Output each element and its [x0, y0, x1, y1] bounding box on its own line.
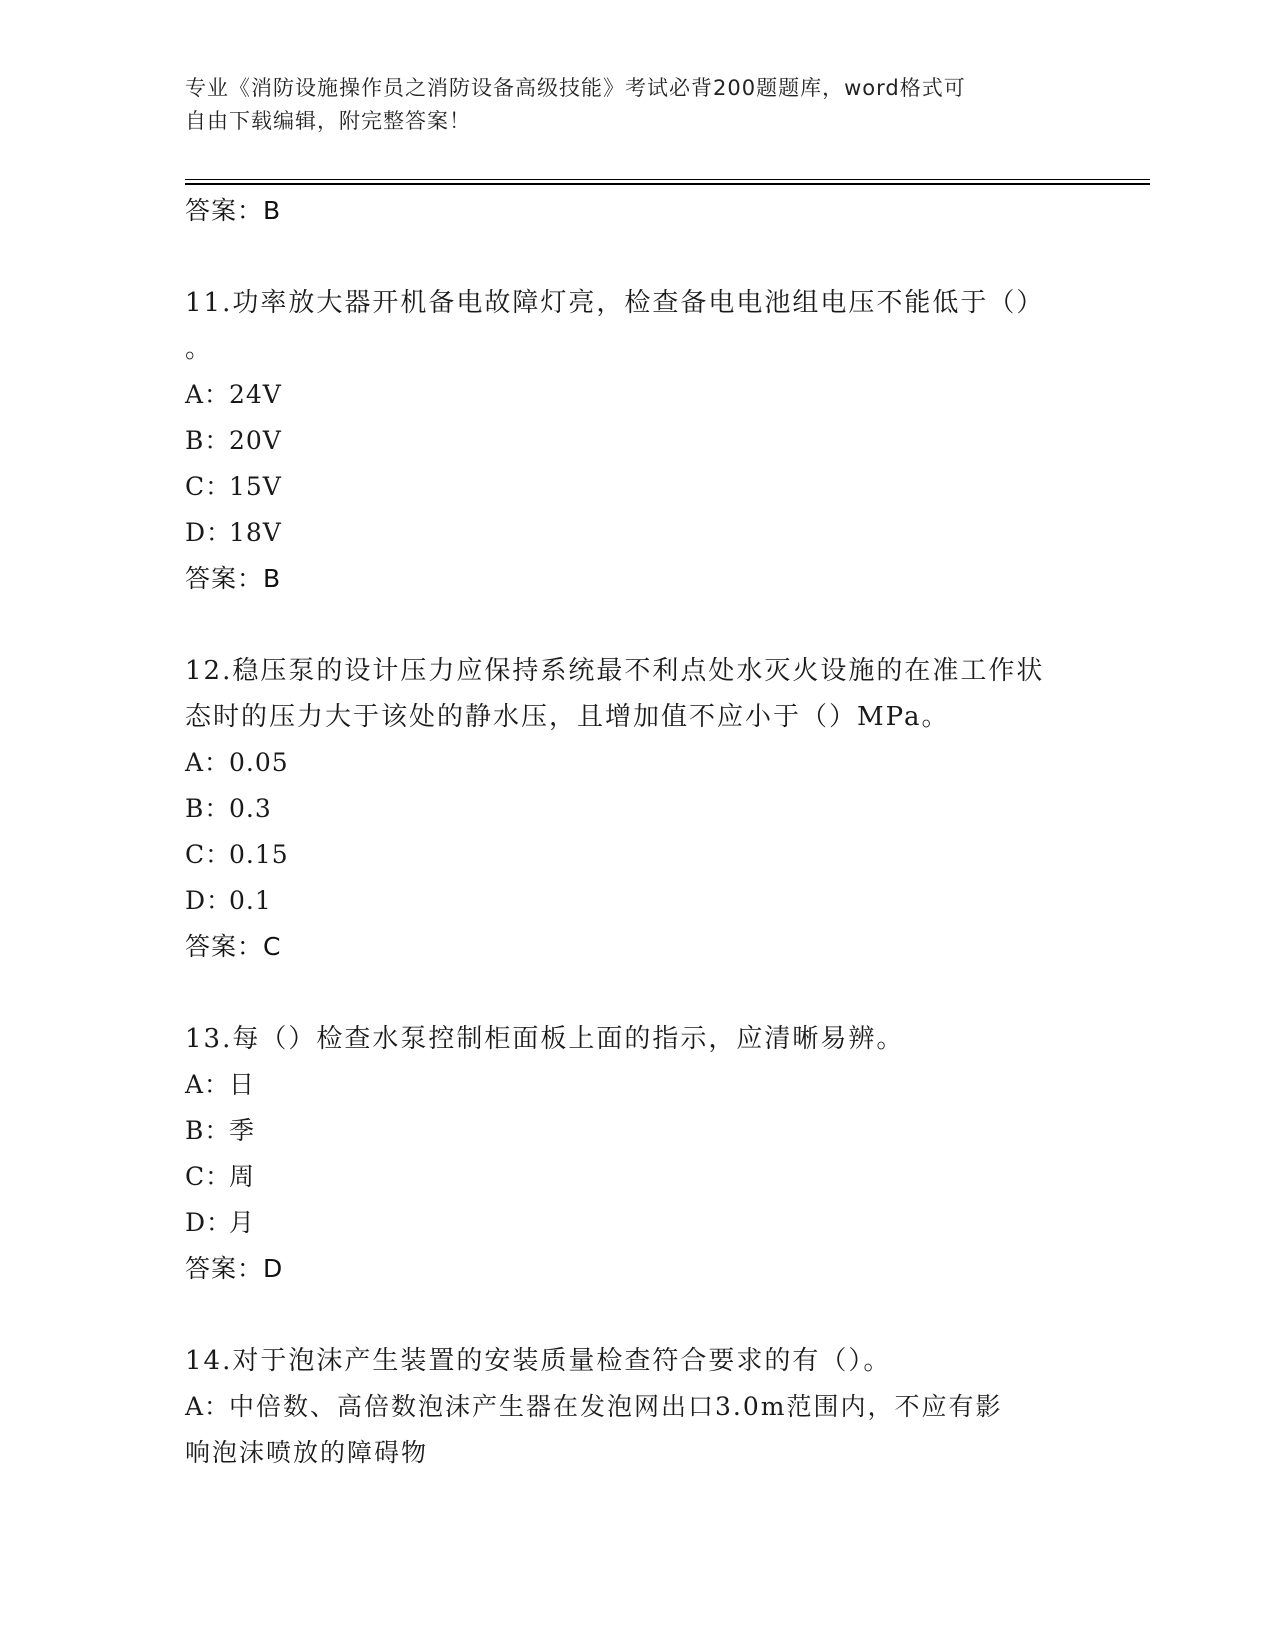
option-b	[185, 786, 1085, 832]
option-d	[185, 510, 1085, 556]
option-text: 日	[229, 1070, 256, 1099]
header-divider-thin	[185, 179, 1150, 180]
option-letter: A：	[185, 1070, 231, 1099]
question-text	[185, 1338, 1085, 1384]
option-letter: C：	[185, 472, 232, 501]
option-a	[185, 1384, 1085, 1476]
option-b	[185, 418, 1085, 464]
question-item	[185, 280, 1085, 602]
header-divider-thick	[185, 183, 1150, 185]
option-letter: B：	[185, 1116, 231, 1145]
question-item	[185, 1338, 1085, 1476]
option-c	[185, 1154, 1085, 1200]
option-letter: C：	[185, 840, 232, 869]
question-item	[185, 1016, 1085, 1292]
question-line: 14.对于泡沫产生装置的安装质量检查符合要求的有（）。	[185, 1346, 892, 1376]
question-text	[185, 1016, 1085, 1062]
question-text	[185, 280, 1085, 372]
option-a	[185, 1062, 1085, 1108]
option-text: 季	[229, 1116, 256, 1145]
option-a	[185, 740, 1085, 786]
question-line: 态时的压力大于该处的静水压，且增加值不应小于（）MPa。	[185, 702, 950, 732]
question-item	[185, 648, 1085, 970]
question-line: 12.稳压泵的设计压力应保持系统最不利点处水灭火设施的在准工作状	[185, 656, 1045, 686]
option-text: 0.1	[229, 886, 272, 915]
option-c	[185, 832, 1085, 878]
option-letter: D：	[185, 886, 233, 915]
question-text	[185, 648, 1085, 740]
header-line-2: 自由下载编辑，附完整答案！	[185, 109, 471, 133]
question-line: 。	[185, 334, 214, 364]
answer-label: 答案：C	[185, 932, 282, 961]
answer-label: 答案：B	[185, 564, 282, 593]
option-b	[185, 1108, 1085, 1154]
question-line: 13.每（）检查水泵控制柜面板上面的指示，应清晰易辨。	[185, 1024, 905, 1054]
option-letter: B：	[185, 426, 231, 455]
answer-label: 答案：B	[185, 196, 282, 225]
option-text-continued: 响泡沫喷放的障碍物	[185, 1438, 429, 1467]
option-text: 0.3	[229, 794, 272, 823]
question-line: 11.功率放大器开机备电故障灯亮，检查备电电池组电压不能低于（）	[185, 288, 1045, 318]
option-text: 0.05	[229, 748, 289, 777]
option-letter: C：	[185, 1162, 232, 1191]
option-letter: B：	[185, 794, 231, 823]
option-letter: D：	[185, 1208, 233, 1237]
option-text: 20V	[229, 426, 282, 455]
document-header	[185, 72, 1065, 138]
option-text: 0.15	[229, 840, 289, 869]
answer-label: 答案：D	[185, 1254, 284, 1283]
option-letter: D：	[185, 518, 233, 547]
option-d	[185, 1200, 1085, 1246]
option-text: 中倍数、高倍数泡沫产生器在发泡网出口3.0m范围内，不应有影	[229, 1392, 1003, 1421]
option-text: 周	[229, 1162, 256, 1191]
option-a	[185, 372, 1085, 418]
option-text: 15V	[229, 472, 282, 501]
option-text: 月	[229, 1208, 256, 1237]
option-letter: A：	[185, 748, 231, 777]
question-list	[185, 188, 1085, 1476]
option-c	[185, 464, 1085, 510]
option-letter: A：	[185, 380, 231, 409]
header-line-1: 专业《消防设施操作员之消防设备高级技能》考试必背200题题库，word格式可	[185, 76, 966, 100]
option-letter: A：	[185, 1392, 231, 1421]
option-d	[185, 878, 1085, 924]
option-text: 24V	[229, 380, 282, 409]
option-text: 18V	[229, 518, 282, 547]
